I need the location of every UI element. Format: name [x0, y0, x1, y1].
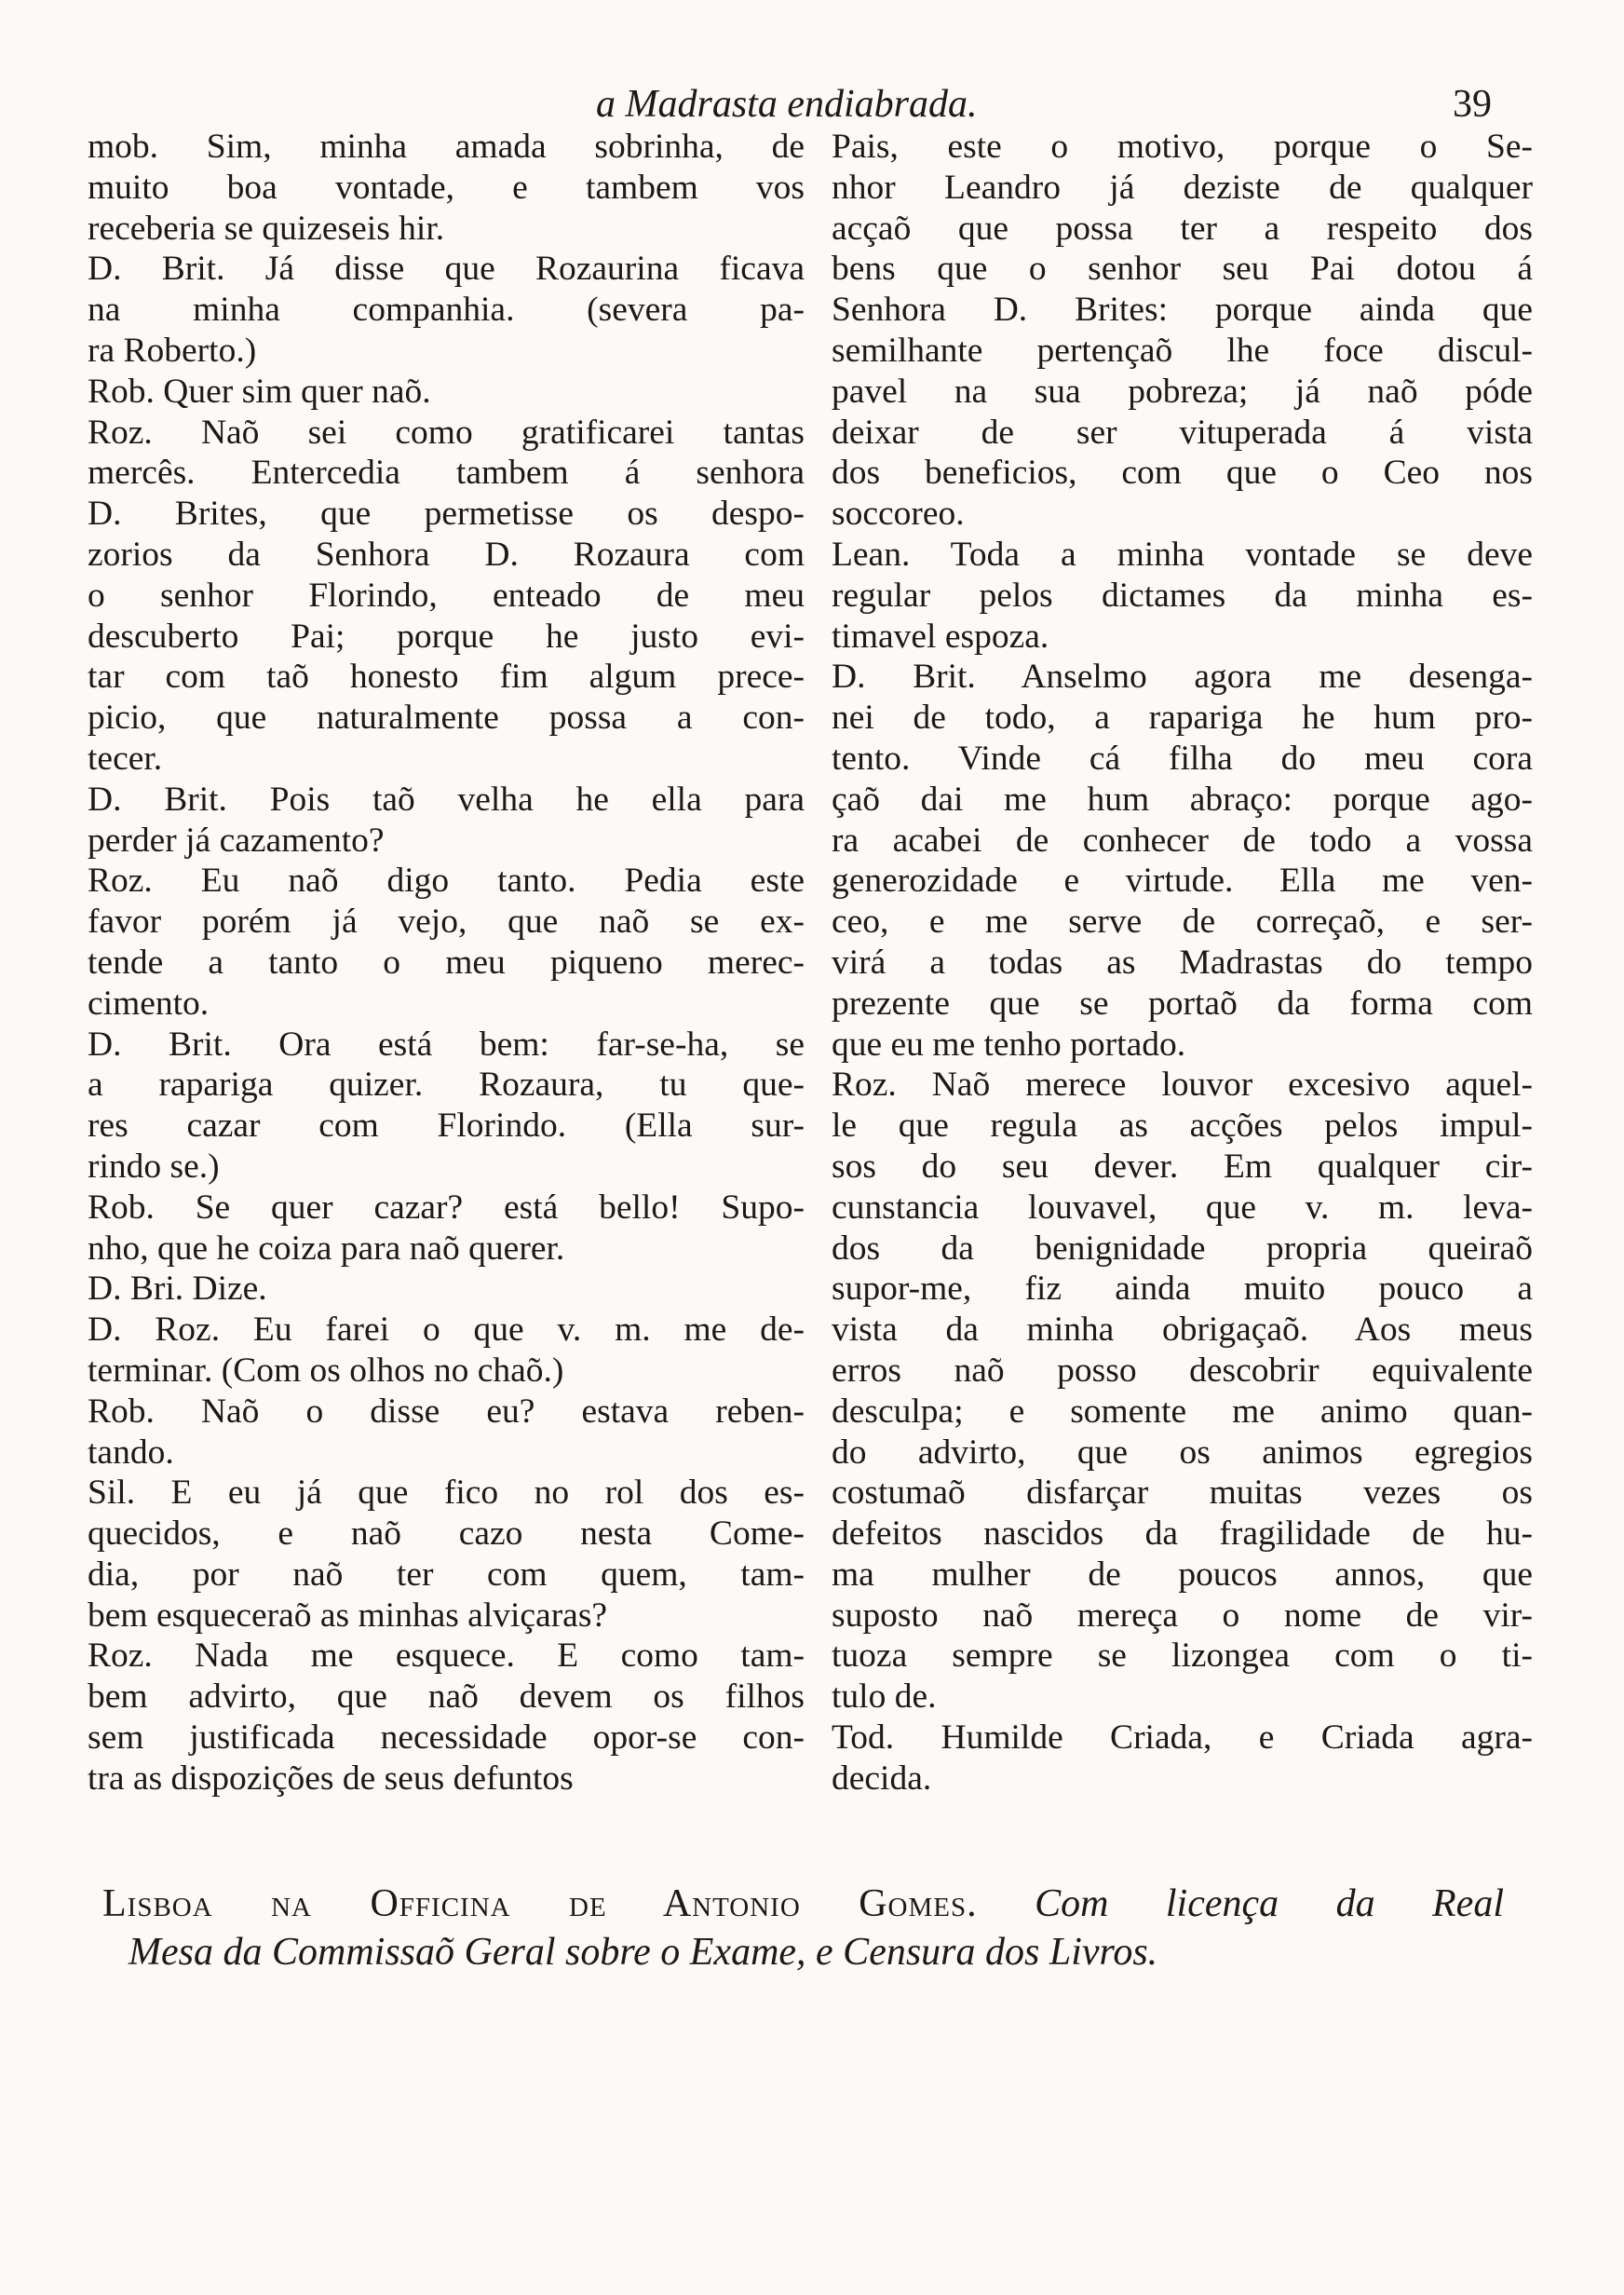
text-line: bem advirto, que naõ devem os filhos: [88, 1677, 805, 1717]
text-line: vista da minha obrigaçaõ. Aos meus: [832, 1310, 1533, 1350]
text-line: Senhora D. Brites: porque ainda que: [832, 291, 1533, 330]
text-line: çaõ dai me hum abraço: porque ago-: [832, 780, 1533, 819]
text-line: dia, por naõ ter com quem, tam-: [88, 1555, 805, 1594]
text-line: Rob. Quer sim quer naõ.: [88, 372, 431, 411]
text-line: le que regula as acções pelos impul-: [832, 1107, 1533, 1146]
left-text-column: [88, 127, 805, 1799]
speech-block: [88, 127, 805, 249]
text-line: tuoza sempre se lizongea com o ti-: [832, 1636, 1533, 1676]
text-line: Roz. Naõ sei como gratificarei tantas: [88, 413, 805, 452]
text-line: Roz. Eu naõ digo tanto. Pedia este: [88, 862, 805, 901]
running-title: a Madrasta endiabrada.: [596, 83, 978, 126]
text-line: favor porém já vejo, que naõ se ex-: [88, 903, 805, 942]
speech-block: [88, 780, 805, 862]
text-line: nhor Leandro já deziste de qualquer: [832, 168, 1533, 207]
text-line: generozidade e virtude. Ella me ven-: [832, 862, 1533, 901]
imprint-license: Com licença da Real: [1035, 1882, 1504, 1925]
imprint-line-1: [102, 1880, 1504, 1928]
text-line: D. Brites, que permetisse os despo-: [88, 495, 805, 534]
text-line: Tod. Humilde Criada, e Criada agra-: [832, 1718, 1533, 1758]
text-line: nho, que he coiza para naõ querer.: [88, 1229, 565, 1268]
text-line: tento. Vinde cá filha do meu cora: [832, 739, 1533, 778]
text-line: picio, que naturalmente possa a con-: [88, 699, 805, 738]
text-line: bem esqueceraõ as minhas alviçaras?: [88, 1596, 608, 1635]
text-line: Rob. Naõ o disse eu? estava reben-: [88, 1392, 805, 1431]
imprint: [102, 1880, 1555, 1976]
imprint-printer: Lisboa na Officina de Antonio Gomes.: [102, 1882, 978, 1925]
text-line: semilhante pertençaõ lhe foce discul-: [832, 331, 1533, 370]
text-line: erros naõ posso descobrir equivalente: [832, 1351, 1533, 1390]
text-line: ma mulher de poucos annos, que: [832, 1555, 1533, 1594]
text-line: res cazar com Florindo. (Ella sur-: [88, 1107, 805, 1146]
text-line: acçaõ que possa ter a respeito dos: [832, 209, 1533, 248]
text-line: Roz. Nada me esquece. E como tam-: [88, 1636, 805, 1676]
speech-block: [832, 535, 1533, 657]
text-line: decida.: [832, 1759, 932, 1798]
page-number: 39: [1453, 83, 1492, 126]
speech-block: [88, 1269, 805, 1310]
text-line: costumaõ disfarçar muitas vezes os: [832, 1473, 1533, 1513]
text-line: cimento.: [88, 984, 210, 1023]
text-line: quecidos, e naõ cazo nesta Come-: [88, 1514, 805, 1554]
text-line: virá a todas as Madrastas do tempo: [832, 943, 1533, 982]
text-line: tecer.: [88, 739, 163, 778]
text-line: D. Brit. Já disse que Rozaurina ficava: [88, 250, 805, 289]
imprint-line-2: Mesa da Commissaõ Geral sobre o Exame, e Censura dos Livros.: [129, 1931, 1158, 1974]
text-line: Sil. E eu já que fico no rol dos es-: [88, 1473, 805, 1513]
text-line: tulo de.: [832, 1677, 937, 1717]
speech-block: [832, 1718, 1533, 1799]
speech-block: [832, 1065, 1533, 1718]
text-line: Rob. Se quer cazar? está bello! Supo-: [88, 1188, 805, 1227]
text-line: mercês. Entercedia tambem á senhora: [88, 454, 805, 493]
text-line: terminar. (Com os olhos no chaõ.): [88, 1351, 564, 1390]
text-line: descuberto Pai; porque he justo evi-: [88, 617, 805, 656]
text-line: tar com taõ honesto fim algum prece-: [88, 658, 805, 697]
text-line: desculpa; e somente me animo quan-: [832, 1392, 1533, 1431]
text-line: ra acabei de conhecer de todo a vossa: [832, 821, 1533, 860]
text-line: Lean. Toda a minha vontade se deve: [832, 535, 1533, 574]
speech-block: [88, 1392, 805, 1473]
text-line: D. Brit. Ora está bem: far-se-ha, se: [88, 1025, 805, 1064]
speech-block: [88, 1025, 805, 1188]
text-line: bens que o senhor seu Pai dotou á: [832, 250, 1533, 289]
text-line: soccoreo.: [832, 495, 965, 534]
text-line: zorios da Senhora D. Rozaura com: [88, 535, 805, 574]
text-line: rindo se.): [88, 1147, 220, 1186]
text-line: suposto naõ mereça o nome de vir-: [832, 1596, 1533, 1635]
right-text-column: [832, 127, 1533, 1799]
speech-block: [88, 413, 805, 780]
text-line: o senhor Florindo, enteado de meu: [88, 576, 805, 615]
text-line: tende a tanto o meu piqueno merec-: [88, 943, 805, 982]
text-line: D. Brit. Anselmo agora me desenga-: [832, 658, 1533, 697]
text-line: ceo, e me serve de correçaõ, e ser-: [832, 903, 1533, 942]
text-line: sos do seu dever. Em qualquer cir-: [832, 1147, 1533, 1186]
text-line: D. Bri. Dize.: [88, 1270, 267, 1309]
text-line: defeitos nascidos da fragilidade de hu-: [832, 1514, 1533, 1554]
text-line: nei de todo, a rapariga he hum pro-: [832, 699, 1533, 738]
text-line: D. Roz. Eu farei o que v. m. me de-: [88, 1310, 805, 1350]
text-line: dos beneficios, com que o Ceo nos: [832, 454, 1533, 493]
speech-block: [832, 127, 1533, 535]
text-line: mob. Sim, minha amada sobrinha, de: [88, 128, 805, 166]
speech-block: [88, 1473, 805, 1636]
text-line: ra Roberto.): [88, 331, 257, 370]
text-line: sem justificada necessidade opor-se con-: [88, 1718, 805, 1758]
text-line: dos da benignidade propria queiraõ: [832, 1229, 1533, 1268]
text-line: tra as dispozições de seus defuntos: [88, 1759, 574, 1798]
speech-block: [88, 861, 805, 1024]
text-line: Pais, este o motivo, porque o Se-: [832, 128, 1533, 166]
text-line: timavel espoza.: [832, 617, 1049, 656]
text-line: na minha companhia. (severa pa-: [88, 291, 805, 330]
speech-block: [832, 657, 1533, 1065]
text-line: Roz. Naõ merece louvor excesivo aquel-: [832, 1066, 1533, 1105]
text-line: cunstancia louvavel, que v. m. leva-: [832, 1188, 1533, 1227]
text-line: D. Brit. Pois taõ velha he ella para: [88, 780, 805, 819]
text-line: regular pelos dictames da minha es-: [832, 576, 1533, 615]
text-line: perder já cazamento?: [88, 821, 385, 860]
text-line: prezente que se portaõ da forma com: [832, 984, 1533, 1023]
text-line: tando.: [88, 1433, 174, 1472]
text-line: receberia se quizeseis hir.: [88, 209, 445, 248]
speech-block: [88, 1310, 805, 1392]
text-line: a rapariga quizer. Rozaura, tu que-: [88, 1066, 805, 1105]
text-line: supor-me, fiz ainda muito pouco a: [832, 1270, 1533, 1309]
text-line: muito boa vontade, e tambem vos: [88, 168, 805, 207]
speech-block: [88, 1188, 805, 1270]
text-line: deixar de ser vituperada á vista: [832, 413, 1533, 452]
speech-block: [88, 372, 805, 413]
text-line: do advirto, que os animos egregios: [832, 1433, 1533, 1472]
text-line: que eu me tenho portado.: [832, 1025, 1186, 1064]
speech-block: [88, 249, 805, 371]
text-line: pavel na sua pobreza; já naõ póde: [832, 372, 1533, 411]
speech-block: [88, 1636, 805, 1799]
